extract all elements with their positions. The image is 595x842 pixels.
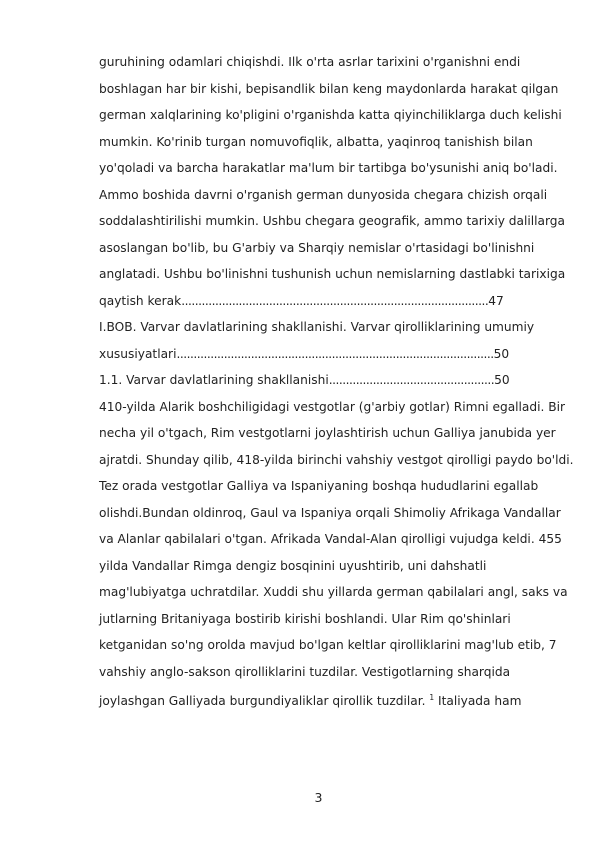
toc-page-number: 50 — [493, 346, 510, 361]
text-line: german xalqlarining ko'pligini o'rganishda katta qiyinchiliklarga duch kelishi — [99, 108, 562, 122]
text-line: boshlagan har bir kishi, bepisandlik bilan keng maydonlarda harakat qilgan — [99, 81, 559, 96]
text-line: necha yil o'tgach, Rim vestgotlarni joylashtirish uchun Galliya janubida yer — [99, 426, 556, 440]
text-line: yo'qoladi va barcha harakatlar ma'lum bir tartibga bo'ysunishi aniq bo'ladi. — [99, 161, 558, 175]
text-body — [99, 49, 595, 712]
text-line: Ammo boshida davrni o'rganish german dunyosida chegara chizish orqali — [99, 187, 548, 202]
toc-page-number: 47 — [488, 293, 504, 308]
toc-entry[interactable] — [99, 367, 595, 394]
text-line: 410-yilda Alarik boshchiligidagi vestgotlar (g'arbiy gotlar) Rimni egalladi. Bir — [99, 399, 566, 414]
toc-entry-text: 1.1. Varvar davlatlarining shakllanishi — [99, 373, 329, 387]
toc-leader-dots: ........................................................................................... — [181, 293, 489, 308]
toc-entry-text: qaytish kerak — [99, 293, 182, 308]
text-line: vahshiy anglo-sakson qirolliklarini tuzdilar. Vestigotlarning sharqida — [99, 664, 511, 679]
toc-leader-dots: ................................................. — [328, 373, 495, 387]
toc-page-number: 50 — [494, 373, 510, 387]
toc-entry[interactable] — [99, 288, 595, 315]
text-line: mag'lubiyatga uchratdilar. Xuddi shu yillarda german qabilalari angl, saks va — [99, 585, 568, 599]
text-line: ajratdi. Shunday qilib, 418-yilda birinchi vahshiy vestgot qirolligi paydo bo'ldi. — [99, 452, 574, 467]
text-line: Tez orada vestgotlar Galliya va Ispaniyaning boshqa hududlarini egallab — [99, 479, 539, 493]
toc-entry[interactable] — [99, 314, 595, 341]
text-line: anglatadi. Ushbu bo'linishni tushunish uchun nemislarning dastlabki tarixiga — [99, 267, 566, 281]
text-line: ketganidan so'ng orolda mavjud bo'lgan keltlar qirolliklarini mag'lub etib, 7 — [99, 638, 557, 652]
page-number: 3 — [314, 790, 323, 805]
text-line: asoslangan bo'lib, bu G'arbiy va Sharqiy nemislar o'rtasidagi bo'linishni — [99, 240, 535, 255]
toc-entry-text: xususiyatlari — [99, 346, 177, 361]
text-line: olishdi.Bundan oldinroq, Gaul va Ispaniya orqali Shimoliy Afrikaga Vandallar — [99, 505, 561, 520]
toc-entry-text: I.BOB. Varvar davlatlarining shakllanishi. Varvar qirolliklarining umumiy — [99, 320, 535, 334]
text-line: yilda Vandallar Rimga dengiz bosqinini uyushtirib, uni dahshatli — [99, 558, 487, 573]
toc-entry[interactable] — [99, 341, 595, 368]
footnote-marker[interactable]: 1 — [429, 693, 435, 702]
last-line-text: joylashgan Galliyada burgundiyaliklar qirollik tuzdilar. — [99, 694, 426, 708]
text-line: jutlarning Britaniyaga bostirib kirishi boshlandi. Ular Rim qo'shinlari — [99, 611, 511, 626]
text-line: mumkin. Ko'rinib turgan nomuvofiqlik, albatta, yaqinroq tanishish bilan — [99, 134, 533, 149]
text-line: soddalashtirilishi mumkin. Ushbu chegara geografik, ammo tarixiy dalillarga — [99, 214, 566, 228]
text-line — [99, 685, 595, 712]
text-line: guruhining odamlari chiqishdi. Ilk o'rta asrlar tarixini o'rganishni endi — [99, 55, 521, 69]
toc-leader-dots: .............................................................................................. — [176, 346, 494, 361]
text-line: va Alanlar qabilalari o'tgan. Afrikada Vandal-Alan qirolligi vujudga keldi. 455 — [99, 532, 562, 546]
last-line-tail: Italiyada ham — [434, 694, 522, 708]
